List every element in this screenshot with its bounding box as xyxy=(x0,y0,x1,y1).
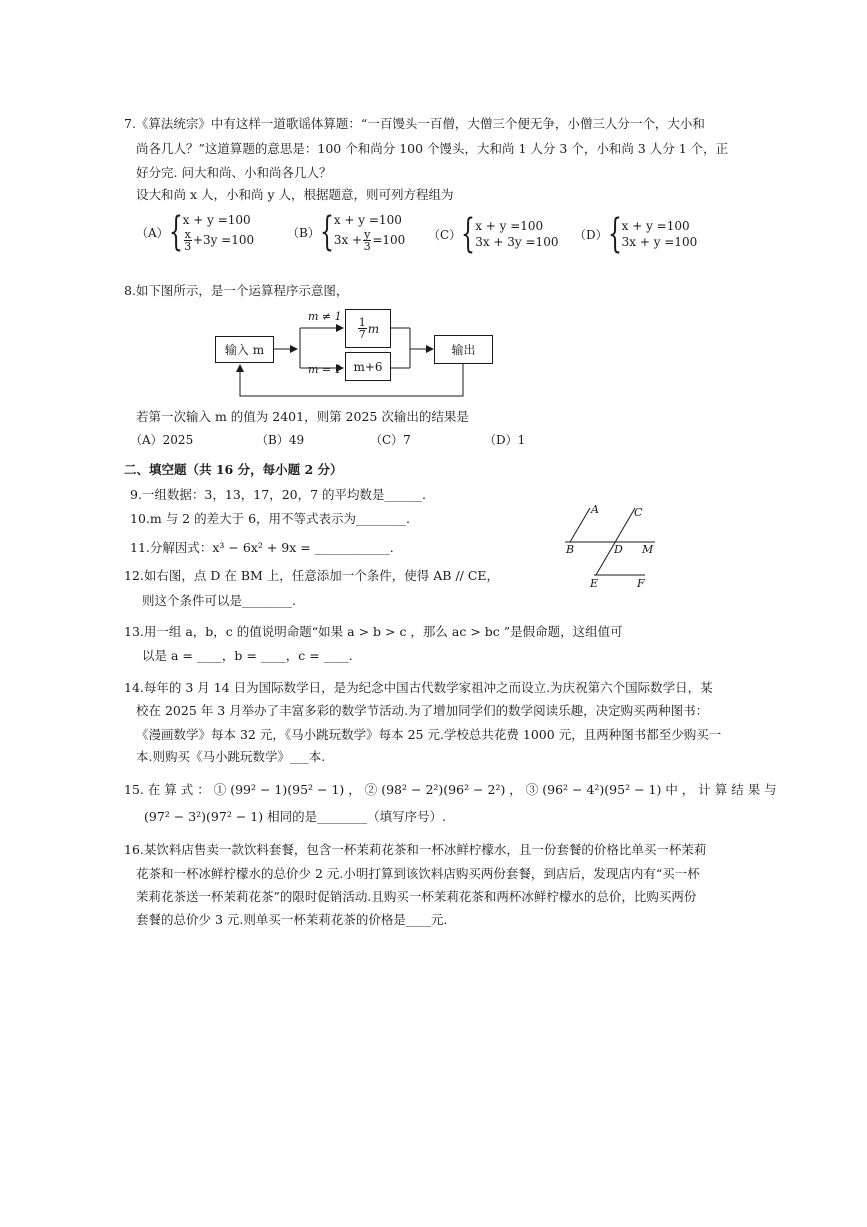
option-label: （B） xyxy=(287,225,320,240)
q8-option-c: （C）7 xyxy=(370,433,411,447)
q8-option-a: （A）2025 xyxy=(130,433,194,447)
q12-line1: 12.如右图，点 D 在 BM 上，任意添加一个条件，使得 AB // CE， xyxy=(124,568,500,583)
q7-line3: 好分完. 问大和尚、小和尚各几人？ xyxy=(136,165,332,180)
equation: x + y =100 xyxy=(333,212,402,227)
output-label: 输出 xyxy=(451,343,476,357)
equation: 3x + y =100 xyxy=(621,235,698,249)
fig-label-e: E xyxy=(590,577,599,590)
q14-line3: 《漫画数学》每本 32 元，《马小跳玩数学》每本 25 元.学校总共花费 1000 元，且两种图书都至少购买一 xyxy=(136,727,722,742)
q14-line2: 校在 2025 年 3 月举办了丰富多彩的数学节活动.为了增加同学们的数学阅读乐趣，决定购买两种图书： xyxy=(136,703,709,718)
q14-line1: 14.每年的 3 月 14 日为国际数学日，是为纪念中国古代数学家祖冲之而设立.为庆祝第六个国际数学日，某 xyxy=(124,680,713,695)
q16-line2: 花茶和一杯冰鲜柠檬水的总价少 2 元.小明打算到该饮料店购买两份套餐，到店后，发现店内有“买一杯 xyxy=(136,866,700,881)
frac-num: y xyxy=(364,227,371,241)
q9: 9.一组数据：3，13，17，20，7 的平均数是______. xyxy=(130,487,426,502)
q7-line2: 尚各几人？”这道算题的意思是：100 个和尚分 100 个馒头，大和尚 1 人分 3 个，小和尚 3 人分 1 个，正 xyxy=(136,141,729,156)
brace-icon: { xyxy=(607,211,622,257)
equation: x + y =100 xyxy=(182,212,251,227)
q8-option-b: （B）49 xyxy=(256,433,305,447)
q8-option-d: （D）1 xyxy=(484,433,526,447)
q8-line2: 若第一次输入 m 的值为 2401，则第 2025 次输出的结果是 xyxy=(136,409,469,424)
q8-line1: 8.如下图所示，是一个运算程序示意图， xyxy=(124,283,349,298)
equation-rest: +3y =100 xyxy=(192,232,255,247)
frac-den: 7 xyxy=(358,328,366,341)
fig-label-d: D xyxy=(614,543,623,556)
input-label: 输入 m xyxy=(224,343,265,357)
equation-rest: =100 xyxy=(372,232,406,247)
brace-icon: { xyxy=(168,209,183,255)
q16-line1: 16.某饮料店售卖一款饮料套餐，包含一杯茉莉花茶和一杯冰鲜柠檬水，且一份套餐的价格比单买一杯茉莉 xyxy=(124,842,707,857)
q7-line1: 7.《算法统宗》中有这样一道歌谣体算题：“一百馒头一百僧，大僧三个便无争，小僧三人分一个，大小和 xyxy=(124,116,705,131)
fig-label-a: A xyxy=(591,503,599,516)
fig-label-b: B xyxy=(566,543,575,556)
fig-label-m: M xyxy=(642,543,654,556)
q10: 10.m 与 2 的差大于 6，用不等式表示为________. xyxy=(130,511,411,526)
section-title: 二、填空题（共 16 分，每小题 2 分） xyxy=(124,462,343,477)
q14-line4: 本.则购买《马小跳玩数学》___本. xyxy=(136,749,326,764)
option-label: （D） xyxy=(574,227,608,242)
frac-den: 3 xyxy=(363,239,371,253)
q13-line2: 以是 a = ____，b = ____，c = ____. xyxy=(142,648,353,663)
brace-icon: { xyxy=(461,211,476,257)
q7-line4: 设大和尚 x 人，小和尚 y 人，根据题意，则可列方程组为 xyxy=(136,187,454,202)
q11: 11.分解因式：x³ − 6x² + 9x = ____________. xyxy=(130,540,394,555)
frac-num: 1 xyxy=(358,316,366,329)
equation: 3x + 3y =100 xyxy=(475,235,559,249)
q15-line1: 15. 在 算 式 ： ① (99² − 1)(95² − 1) ， ② (98² − 2²)(96² − 2²) ， ③ (96² − 4²)(95² − 1) 中 ， 计 算 结 果 与 xyxy=(124,782,777,797)
q16-line4: 套餐的总价少 3 元.则单买一杯茉莉花茶的价格是____元. xyxy=(136,912,448,927)
option-label: （C） xyxy=(428,227,462,242)
q12-line2: 则这个条件可以是________. xyxy=(142,593,296,608)
frac-den: 3 xyxy=(184,239,192,253)
equation: x + y =100 xyxy=(621,219,690,233)
branch-label-top: m ≠ 1 xyxy=(308,310,342,323)
q15-line2: (97² − 3²)(97² − 1) 相同的是________（填写序号）. xyxy=(144,809,447,824)
branch-label-bottom: m = 1 xyxy=(308,363,342,376)
frac-num: x xyxy=(184,227,191,241)
fig-label-c: C xyxy=(634,506,643,519)
add-label: m+6 xyxy=(353,359,383,374)
q13-line1: 13.用一组 a，b，c 的值说明命题“如果 a > b > c ，那么 ac > bc ”是假命题，这组值可 xyxy=(124,624,623,639)
fig-label-f: F xyxy=(637,577,645,590)
variable: m xyxy=(367,321,380,336)
option-label: （A） xyxy=(136,225,169,240)
equation-part: 3x + xyxy=(333,232,363,247)
equation: x + y =100 xyxy=(475,219,544,233)
q16-line3: 茉莉花茶送一杯茉莉花茶”的限时促销活动.且购买一杯茉莉花茶和两杯冰鲜柠檬水的总价，比购买两份 xyxy=(136,889,697,904)
brace-icon: { xyxy=(319,209,334,255)
line-ab xyxy=(570,508,590,542)
